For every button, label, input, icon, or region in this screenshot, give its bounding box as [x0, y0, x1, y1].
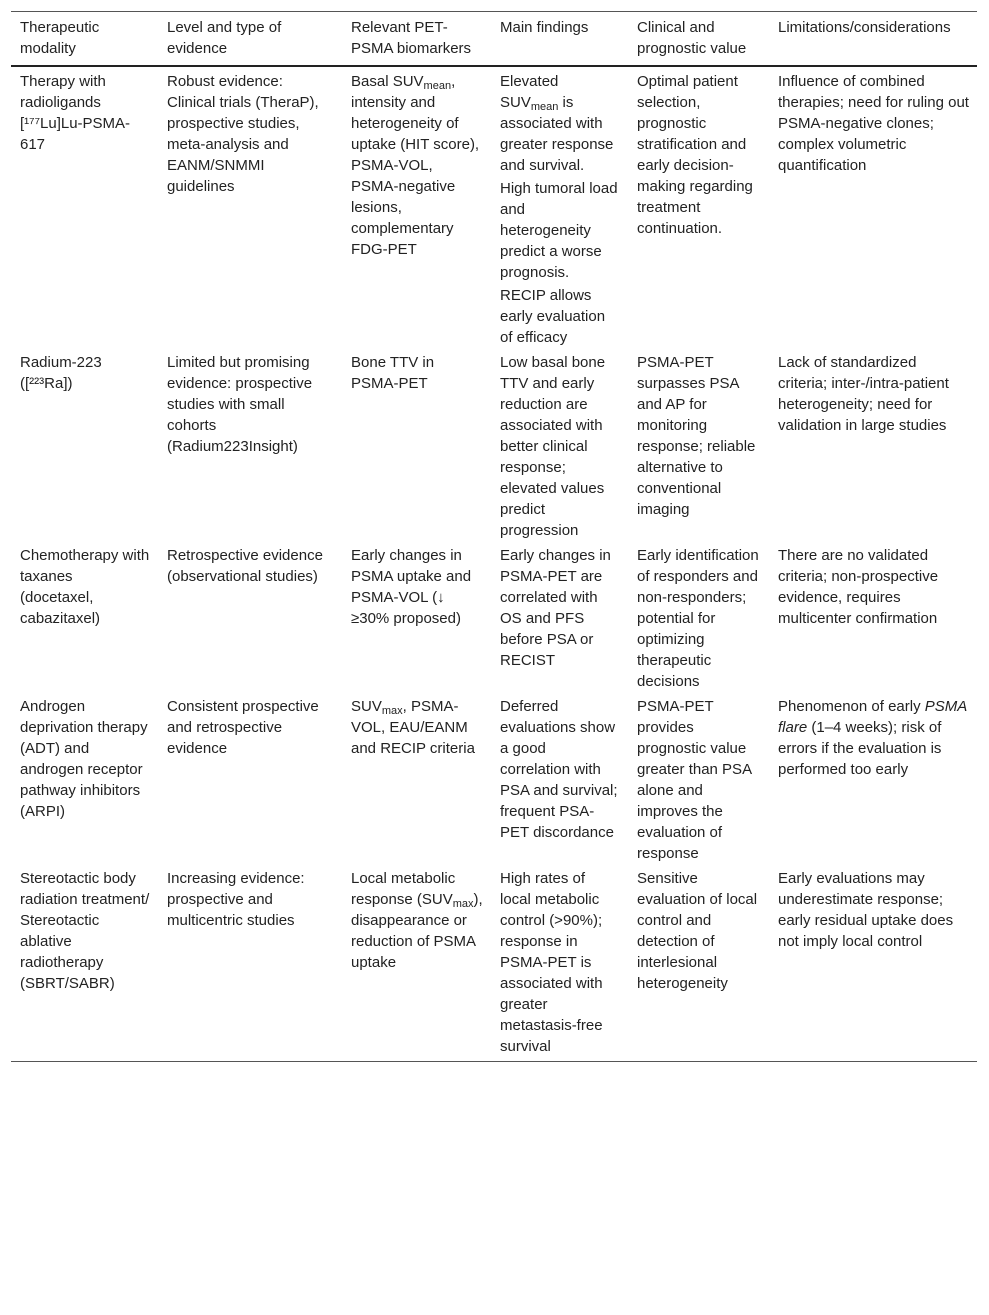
cell-value: PSMA-PET surpasses PSA and AP for monitoring response; reliable alternative to conventional imaging — [637, 354, 756, 518]
emphasis-text: PSMA flare — [778, 698, 967, 736]
header-biomarkers: Relevant PET-PSMA biomarkers — [342, 12, 491, 67]
cell-limitations: There are no validated criteria; non-prospective evidence, requires multicenter confirmation — [778, 547, 939, 627]
cell-value: Early identification of responders and non-responders; potential for optimizing therapeutic decisions — [637, 547, 759, 690]
text-fragment: Elevated SUV — [500, 73, 559, 111]
cell-modality: Radium-223 ([²²³Ra]) — [20, 354, 102, 392]
cell-evidence: Limited but promising evidence: prospective studies with small cohorts (Radium223Insight) — [167, 354, 313, 455]
cell-value: Sensitive evaluation of local control and detection of interlesional heterogeneity — [628, 864, 769, 1062]
cell-modality: Androgen deprivation therapy (ADT) and androgen receptor pathway inhibitors (ARPI) — [20, 698, 148, 820]
cell-modality: Therapy with radioligands [¹⁷⁷Lu]Lu-PSMA-617 — [20, 73, 131, 153]
cell-findings: Deferred evaluations show a good correlation with PSA and survival; frequent PSA-PET discordance — [500, 698, 618, 841]
cell-evidence: Consistent prospective and retrospective evidence — [167, 698, 319, 757]
cell-limitations: Influence of combined therapies; need for ruling out PSMA-negative clones; complex volumetric quantification — [778, 73, 969, 174]
cell-findings: Early changes in PSMA-PET are correlated with OS and PFS before PSA or RECIST — [500, 547, 611, 669]
subscript: mean — [423, 80, 452, 92]
finding-paragraph: RECIP allows early evaluation of efficacy — [500, 287, 606, 346]
cell-biomarkers: Bone TTV in PSMA-PET — [351, 354, 435, 392]
subscript: max — [452, 898, 474, 910]
table-row — [11, 864, 977, 1062]
cell-findings: Low basal bone TTV and early reduction are associated with better clinical response; elevated values predict progression — [500, 354, 606, 539]
cell-value: PSMA-PET provides prognostic value greater than PSA alone and improves the evaluation of response — [637, 698, 752, 862]
table-row — [11, 692, 977, 864]
text-fragment: Basal SUV — [351, 73, 424, 90]
cell-limitations — [769, 692, 977, 864]
subscript: max — [381, 705, 403, 717]
cell-evidence: Increasing evidence: prospective and multicentric studies — [158, 864, 342, 1062]
cell-modality: Chemotherapy with taxanes (docetaxel, cabazitaxel) — [20, 547, 150, 627]
cell-biomarkers — [342, 864, 491, 1062]
table-row — [11, 541, 977, 692]
cell-biomarkers: Early changes in PSMA uptake and PSMA-VOL (↓ ≥30% proposed) — [351, 547, 472, 627]
text-fragment: , PSMA-VOL, EAU/EANM and RECIP criteria — [351, 698, 475, 757]
header-evidence: Level and type of evidence — [158, 12, 342, 67]
header-modality: Therapeutic modality — [11, 12, 158, 67]
cell-evidence: Robust evidence: Clinical trials (TheraP), prospective studies, meta-analysis and EANM/SNMMI guidelines — [167, 73, 319, 195]
text-fragment: (1–4 weeks); risk of errors if the evaluation is performed too early — [778, 719, 942, 778]
cell-evidence: Retrospective evidence (observational studies) — [167, 547, 323, 585]
header-value: Clinical and prognostic value — [628, 12, 769, 67]
text-fragment: ), disappearance or reduction of PSMA uptake — [351, 891, 483, 971]
cell-modality: Stereotactic body radiation treatment/ Stereotactic ablative radiotherapy (SBRT/SABR) — [11, 864, 158, 1062]
evidence-table — [11, 11, 977, 1062]
text-fragment: , intensity and heterogeneity of uptake (HIT score), PSMA-VOL, PSMA-negative lesions, complementary FDG-PET — [351, 73, 480, 258]
cell-limitations: Early evaluations may underestimate response; early residual uptake does not imply local control — [769, 864, 977, 1062]
header-limitations: Limitations/considerations — [769, 12, 977, 67]
finding-paragraph — [500, 71, 620, 176]
cell-findings — [491, 66, 628, 348]
cell-value: Optimal patient selection, prognostic stratification and early decision-making regarding treatment continuation. — [637, 73, 753, 237]
cell-biomarkers — [342, 692, 491, 864]
text-fragment: Phenomenon of early — [778, 698, 925, 715]
text-fragment: Local metabolic response (SUV — [351, 870, 456, 908]
text-fragment: SUV — [351, 698, 382, 715]
table-header-row — [11, 12, 977, 67]
cell-biomarkers — [342, 66, 491, 348]
table-row — [11, 66, 977, 348]
subscript: mean — [530, 101, 559, 113]
header-findings: Main findings — [491, 12, 628, 67]
cell-limitations: Lack of standardized criteria; inter-/intra-patient heterogeneity; need for validation in large studies — [778, 354, 949, 434]
table-row — [11, 348, 977, 541]
text-fragment: is associated with greater response and survival. — [500, 94, 614, 174]
cell-findings: High rates of local metabolic control (>90%); response in PSMA-PET is associated with greater metastasis-free survival — [491, 864, 628, 1062]
finding-paragraph: High tumoral load and heterogeneity predict a worse prognosis. — [500, 180, 618, 281]
